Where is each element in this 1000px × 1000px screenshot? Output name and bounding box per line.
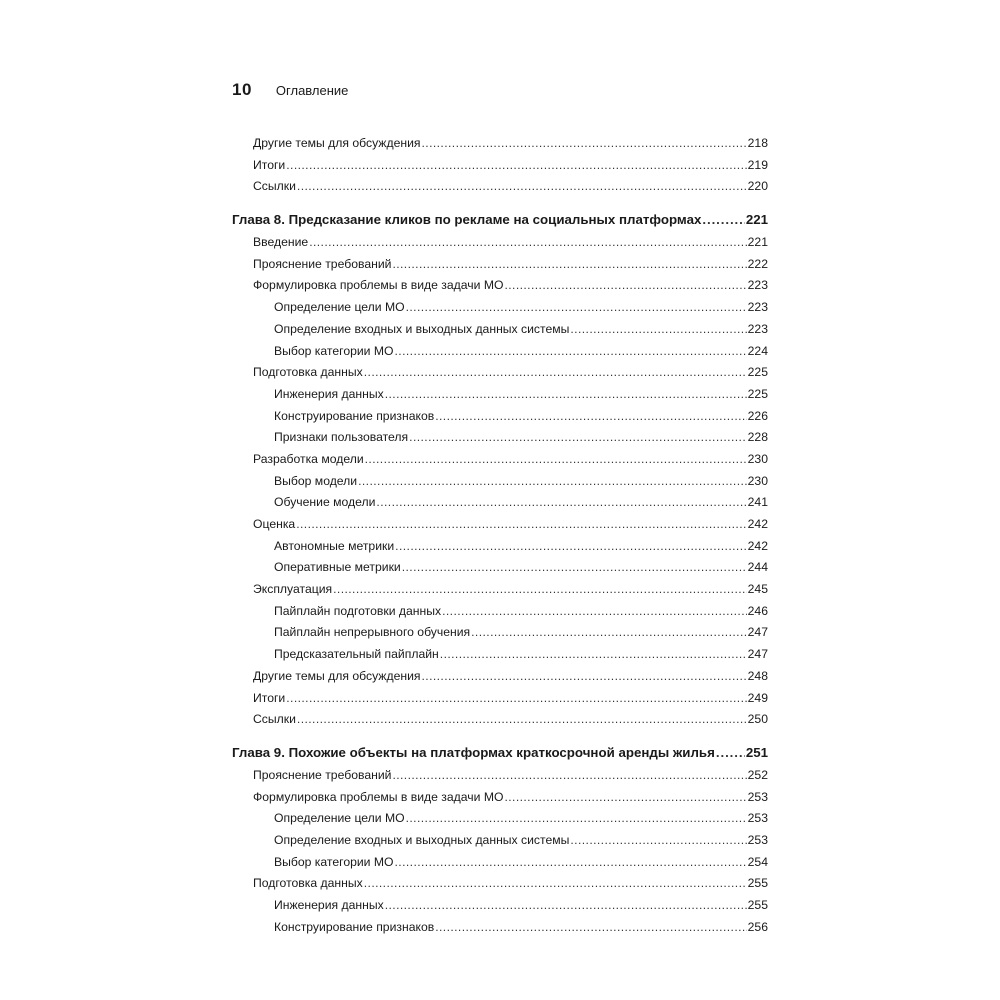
toc-leader-dots (297, 176, 747, 198)
toc-leader-dots (395, 341, 747, 363)
toc-leader-dots (442, 601, 747, 623)
toc-chapter-entry (232, 208, 768, 232)
toc-leader-dots (392, 254, 746, 276)
toc-entry-label: Глава 8. Предсказание кликов по рекламе на социальных платформах (232, 212, 702, 228)
toc-entry-label: Прояснение требований (253, 767, 392, 782)
toc-entry (232, 688, 768, 710)
toc-leader-dots (440, 644, 747, 666)
toc-leader-dots (402, 557, 747, 579)
toc-entry-label: Выбор категории МО (274, 854, 394, 869)
toc-entry-page: 224 (747, 343, 768, 358)
toc-entry-page: 225 (747, 365, 768, 380)
toc-leader-dots (364, 362, 747, 384)
toc-entry-label: Подготовка данных (253, 876, 363, 891)
toc-entry (232, 557, 768, 579)
toc-entry (232, 133, 768, 155)
toc-entry (232, 895, 768, 917)
toc-entry (232, 492, 768, 514)
toc-leader-dots (297, 709, 747, 731)
toc-entry-page: 253 (747, 811, 768, 826)
toc-entry (232, 232, 768, 254)
toc-entry-page: 226 (747, 408, 768, 423)
toc-entry-label: Автономные метрики (274, 538, 395, 553)
toc-entry-label: Подготовка данных (253, 365, 363, 380)
toc-leader-dots (422, 666, 747, 688)
toc-entry-label: Глава 9. Похожие объекты на платформах краткосрочной аренды жилья (232, 744, 715, 760)
toc-leader-dots (435, 917, 746, 939)
toc-entry (232, 873, 768, 895)
toc-entry-page: 230 (747, 473, 768, 488)
toc-leader-dots (471, 622, 747, 644)
toc-leader-dots (358, 471, 747, 493)
toc-entry-page: 245 (747, 582, 768, 597)
toc-entry-page: 241 (747, 495, 768, 510)
toc-leader-dots (406, 297, 747, 319)
toc-leader-dots (365, 449, 747, 471)
toc-leader-dots (309, 232, 746, 254)
toc-entry-page: 228 (747, 430, 768, 445)
toc-leader-dots (409, 427, 747, 449)
toc-entry-label: Итоги (253, 690, 286, 705)
toc-leader-dots (716, 741, 745, 765)
toc-leader-dots (296, 514, 746, 536)
toc-entry-label: Признаки пользователя (274, 430, 409, 445)
toc-entry-label: Предсказательный пайплайн (274, 647, 439, 662)
toc-entry (232, 362, 768, 384)
running-title: Оглавление (275, 83, 349, 98)
toc-entry-page: 218 (747, 136, 768, 150)
toc-entry (232, 917, 768, 939)
toc-entry (232, 709, 768, 731)
toc-entry-label: Ссылки (253, 179, 296, 194)
toc-entry-label: Ссылки (253, 712, 296, 727)
toc-entry-page: 242 (747, 538, 768, 553)
toc-entry (232, 579, 768, 601)
toc-entry-page: 221 (745, 212, 768, 228)
toc-entry (232, 471, 768, 493)
toc-leader-dots (570, 319, 746, 341)
toc-leader-dots (504, 787, 746, 809)
toc-entry (232, 341, 768, 363)
toc-entry-label: Определение входных и выходных данных системы (274, 832, 570, 847)
toc-entry (232, 852, 768, 874)
table-of-contents (232, 133, 768, 938)
toc-entry (232, 666, 768, 688)
toc-entry-label: Другие темы для обсуждения (253, 668, 421, 683)
toc-entry-label: Пайплайн подготовки данных (274, 603, 442, 618)
toc-entry (232, 808, 768, 830)
toc-entry-page: 223 (747, 300, 768, 315)
toc-entry-page: 223 (747, 321, 768, 336)
page-number: 10 (232, 80, 252, 99)
toc-entry-label: Инженерия данных (274, 898, 384, 912)
toc-entry-label: Прояснение требований (253, 256, 392, 271)
toc-entry-page: 220 (747, 179, 768, 194)
toc-entry-page: 255 (747, 898, 768, 912)
toc-entry-page: 255 (747, 876, 768, 891)
page-header (232, 80, 348, 102)
toc-entry-label: Конструирование признаков (274, 408, 435, 423)
toc-entry-label: Оперативные метрики (274, 560, 401, 575)
toc-entry (232, 406, 768, 428)
toc-leader-dots (504, 275, 746, 297)
toc-entry-page: 225 (747, 386, 768, 401)
toc-entry-label: Другие темы для обсуждения (253, 136, 421, 150)
toc-entry-label: Оценка (253, 517, 296, 531)
toc-entry (232, 514, 768, 536)
toc-entry-page: 248 (747, 668, 768, 683)
toc-entry-page: 222 (747, 256, 768, 271)
toc-entry-page: 253 (747, 832, 768, 847)
toc-entry-label: Формулировка проблемы в виде задачи МО (253, 278, 504, 293)
toc-entry-label: Итоги (253, 157, 286, 172)
toc-entry-page: 253 (747, 789, 768, 804)
toc-entry-page: 246 (747, 603, 768, 618)
toc-leader-dots (702, 208, 744, 232)
toc-entry-page: 230 (747, 451, 768, 466)
toc-entry-page: 223 (747, 278, 768, 293)
toc-entry-label: Инженерия данных (274, 386, 384, 401)
toc-entry-label: Эксплуатация (253, 582, 333, 597)
toc-entry (232, 644, 768, 666)
toc-entry-label: Выбор категории МО (274, 343, 394, 358)
toc-entry-page: 242 (747, 517, 768, 531)
toc-entry-label: Формулировка проблемы в виде задачи МО (253, 789, 504, 804)
toc-entry-page: 221 (747, 235, 768, 250)
toc-leader-dots (385, 895, 747, 917)
toc-leader-dots (364, 873, 747, 895)
toc-leader-dots (570, 830, 746, 852)
toc-entry (232, 319, 768, 341)
toc-entry (232, 449, 768, 471)
toc-entry-label: Определение входных и выходных данных системы (274, 321, 570, 336)
toc-entry-page: 251 (745, 744, 768, 760)
toc-entry-label: Выбор модели (274, 473, 358, 488)
toc-entry (232, 787, 768, 809)
toc-entry-label: Конструирование признаков (274, 919, 435, 934)
toc-entry-label: Обучение модели (274, 495, 376, 510)
toc-entry-label: Определение цели МО (274, 300, 405, 315)
toc-entry (232, 622, 768, 644)
toc-entry-label: Пайплайн непрерывного обучения (274, 625, 471, 640)
toc-leader-dots (395, 852, 747, 874)
toc-leader-dots (385, 384, 747, 406)
toc-leader-dots (376, 492, 746, 514)
toc-entry-page: 247 (747, 625, 768, 640)
toc-entry-label: Введение (253, 235, 309, 250)
toc-entry-page: 252 (747, 767, 768, 782)
toc-chapter-entry (232, 741, 768, 765)
toc-entry (232, 830, 768, 852)
toc-entry (232, 765, 768, 787)
toc-entry-page: 247 (747, 647, 768, 662)
toc-entry-label: Определение цели МО (274, 811, 405, 826)
toc-entry (232, 384, 768, 406)
toc-leader-dots (395, 536, 746, 558)
toc-leader-dots (406, 808, 747, 830)
toc-entry (232, 275, 768, 297)
toc-entry (232, 155, 768, 177)
toc-entry (232, 254, 768, 276)
toc-entry (232, 297, 768, 319)
toc-leader-dots (286, 688, 746, 710)
toc-entry-page: 249 (747, 690, 768, 705)
toc-entry (232, 536, 768, 558)
toc-leader-dots (286, 155, 746, 177)
toc-leader-dots (422, 133, 747, 155)
toc-leader-dots (392, 765, 746, 787)
toc-entry-page: 244 (747, 560, 768, 575)
toc-entry-page: 254 (747, 854, 768, 869)
toc-entry-label: Разработка модели (253, 451, 364, 466)
toc-leader-dots (333, 579, 747, 601)
toc-entry (232, 601, 768, 623)
toc-entry (232, 427, 768, 449)
toc-entry-page: 219 (747, 157, 768, 172)
toc-entry-page: 256 (747, 919, 768, 934)
toc-entry-page: 250 (747, 712, 768, 727)
toc-leader-dots (435, 406, 746, 428)
toc-entry (232, 176, 768, 198)
